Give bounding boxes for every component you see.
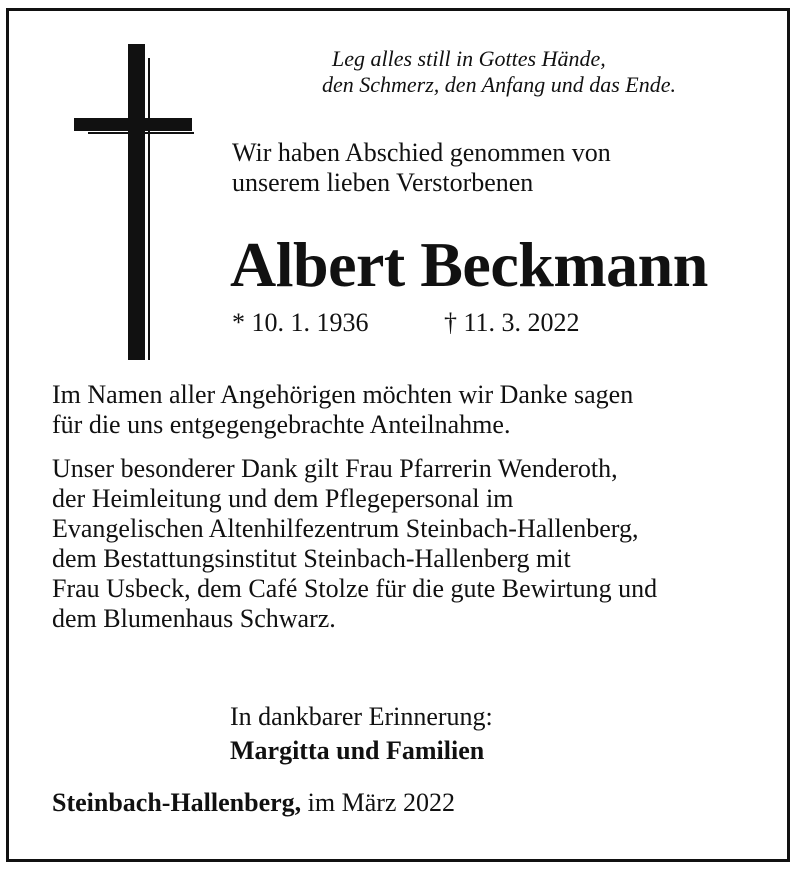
- remembrance-text: In dankbarer Erinnerung:: [230, 702, 493, 731]
- intro-line-1: Wir haben Abschied genommen von: [232, 138, 611, 167]
- place-and-date: [52, 786, 455, 820]
- motto-line-1: Leg alles still in Gottes Hände,: [332, 46, 606, 71]
- special-thanks-line: Unser besonderer Dank gilt Frau Pfarrerin Wenderoth,: [52, 454, 618, 483]
- family-signature: Margitta und Familien: [230, 736, 485, 765]
- special-thanks-line: dem Bestattungsinstitut Steinbach-Hallenberg mit: [52, 544, 571, 573]
- cross-icon: [70, 40, 200, 365]
- special-thanks-line: dem Blumenhaus Schwarz.: [52, 604, 336, 633]
- life-dates: [232, 308, 580, 338]
- general-thanks-line: für die uns entgegengebrachte Anteilnahme.: [52, 410, 511, 439]
- death-date: † 11. 3. 2022: [444, 308, 580, 337]
- intro-line-2: unserem lieben Verstorbenen: [232, 168, 534, 197]
- motto-verse: [300, 46, 750, 98]
- deceased-name: Albert Beckmann: [230, 229, 708, 300]
- general-thanks: [52, 380, 633, 440]
- intro-text: [232, 138, 611, 198]
- general-thanks-line: Im Namen aller Angehörigen möchten wir Danke sagen: [52, 380, 634, 409]
- signoff: [230, 700, 493, 768]
- motto-line-2: den Schmerz, den Anfang und das Ende.: [322, 72, 676, 97]
- special-thanks-line: der Heimleitung und dem Pflegepersonal im: [52, 484, 514, 513]
- town-name: Steinbach-Hallenberg,: [52, 788, 302, 817]
- birth-date: * 10. 1. 1936: [232, 308, 369, 337]
- special-thanks-line: Evangelischen Altenhilfezentrum Steinbach-Hallenberg,: [52, 514, 639, 543]
- special-thanks-line: Frau Usbeck, dem Café Stolze für die gute Bewirtung und: [52, 574, 658, 603]
- special-thanks: [52, 454, 657, 634]
- notice-date: im März 2022: [307, 788, 455, 817]
